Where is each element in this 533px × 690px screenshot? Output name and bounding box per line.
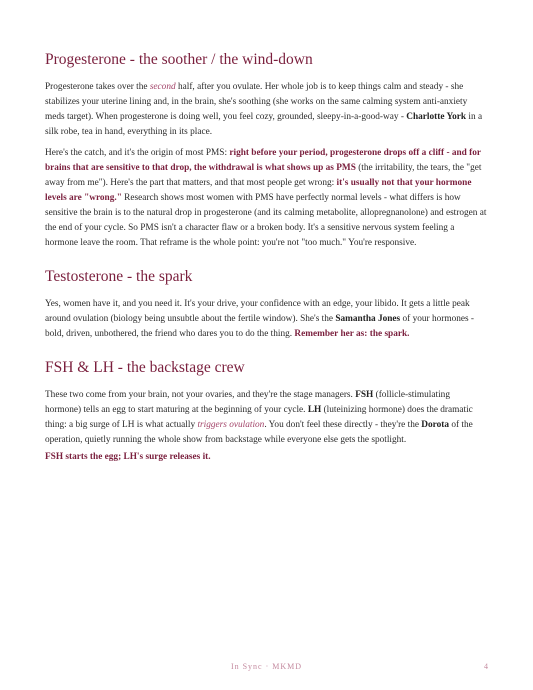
text-run: Progesterone takes over the <box>45 82 150 92</box>
text-run: (the irritability, the tears, the "get away from me"). Here's the part that matters, and that most people get wrong: <box>45 163 482 188</box>
takeaway-fsh-lh <box>45 450 488 465</box>
text-run: half, after you ovulate. Her whole job is to keep things calm and steady - she stabilizes your uterine lining and, in the brain, she's soothing (she works on the same calming system anti-anxiety meds target). When progesterone is doing well, you feel cozy, grounded, sleepy-in-a-good-way - <box>45 82 468 122</box>
paragraph-progesterone-intro <box>45 80 488 140</box>
highlight-the-spark: Remember her as: the spark. <box>294 329 410 339</box>
heading-fsh-lh: FSH & LH - the backstage crew <box>45 359 245 376</box>
term-lh: LH <box>307 405 322 415</box>
section-fsh-lh <box>45 358 488 465</box>
text-run: Yes, women have it, and you need it. It's your drive, your confidence with an edge, your libido. It gets a little peak around ovulation (biology being unsubtle about the fertile window). She's the <box>45 299 470 324</box>
text-run: in a silk robe, tea in hand, everything in its place. <box>45 112 483 137</box>
page-number: 4 <box>484 662 489 671</box>
text-run: (luteinizing hormone) does the dramatic thing: a big surge of LH is what actually <box>45 405 473 430</box>
term-fsh: FSH <box>355 390 374 400</box>
emphasis-second: second <box>149 82 176 92</box>
character-name-charlotte: Charlotte York <box>406 112 467 122</box>
heading-testosterone: Testosterone - the spark <box>45 268 193 285</box>
text-run: of the operation, quietly running the whole show from backstage while everyone else gets the spotlight. <box>45 420 473 445</box>
highlight-not-wrong: it's usually not that your hormone levels are "wrong." <box>45 178 472 203</box>
character-name-dorota: Dorota <box>421 420 450 430</box>
page-content <box>45 50 488 481</box>
section-progesterone <box>45 50 488 251</box>
paragraph-testosterone <box>45 297 488 342</box>
highlight-takeaway: FSH starts the egg; LH's surge releases it. <box>45 452 211 462</box>
character-name-samantha: Samantha Jones <box>335 314 401 324</box>
emphasis-triggers-ovulation: triggers ovulation <box>197 420 265 430</box>
highlight-pms-origin: right before your period, progesterone drops off a cliff - and for brains that are sensitive to that drop, the withdrawal is what shows up as PMS <box>45 148 481 173</box>
section-testosterone <box>45 267 488 342</box>
heading-progesterone: Progesterone - the soother / the wind-down <box>45 51 313 68</box>
text-run: These two come from your brain, not your ovaries, and they're the stage managers. <box>45 390 356 400</box>
text-run: Research shows most women with PMS have perfectly normal levels - what differs is how sensitive the brain is to the natural drop in progesterone (and its calming metabolite, allopregnanolone) and estrogen at the end of your cycle. So PMS isn't a character flaw or a broken body. It's a sensitive nervous system feeling a hormone leave the room. That reframe is the whole point: you're not "too much." You're responsive. <box>45 193 487 248</box>
text-run: Here's the catch, and it's the origin of most PMS: <box>45 148 230 158</box>
paragraph-fsh-lh <box>45 388 488 448</box>
text-run: (follicle-stimulating hormone) tells an egg to start maturing at the beginning of your cycle. <box>45 390 450 415</box>
text-run: of your hormones - bold, driven, unbothered, the friend who dares you to do the thing. <box>45 314 475 339</box>
footer-title: In Sync · MKMD <box>230 662 303 671</box>
paragraph-progesterone-pms <box>45 146 488 251</box>
text-run: . You don't feel these directly - they're the <box>264 420 422 430</box>
